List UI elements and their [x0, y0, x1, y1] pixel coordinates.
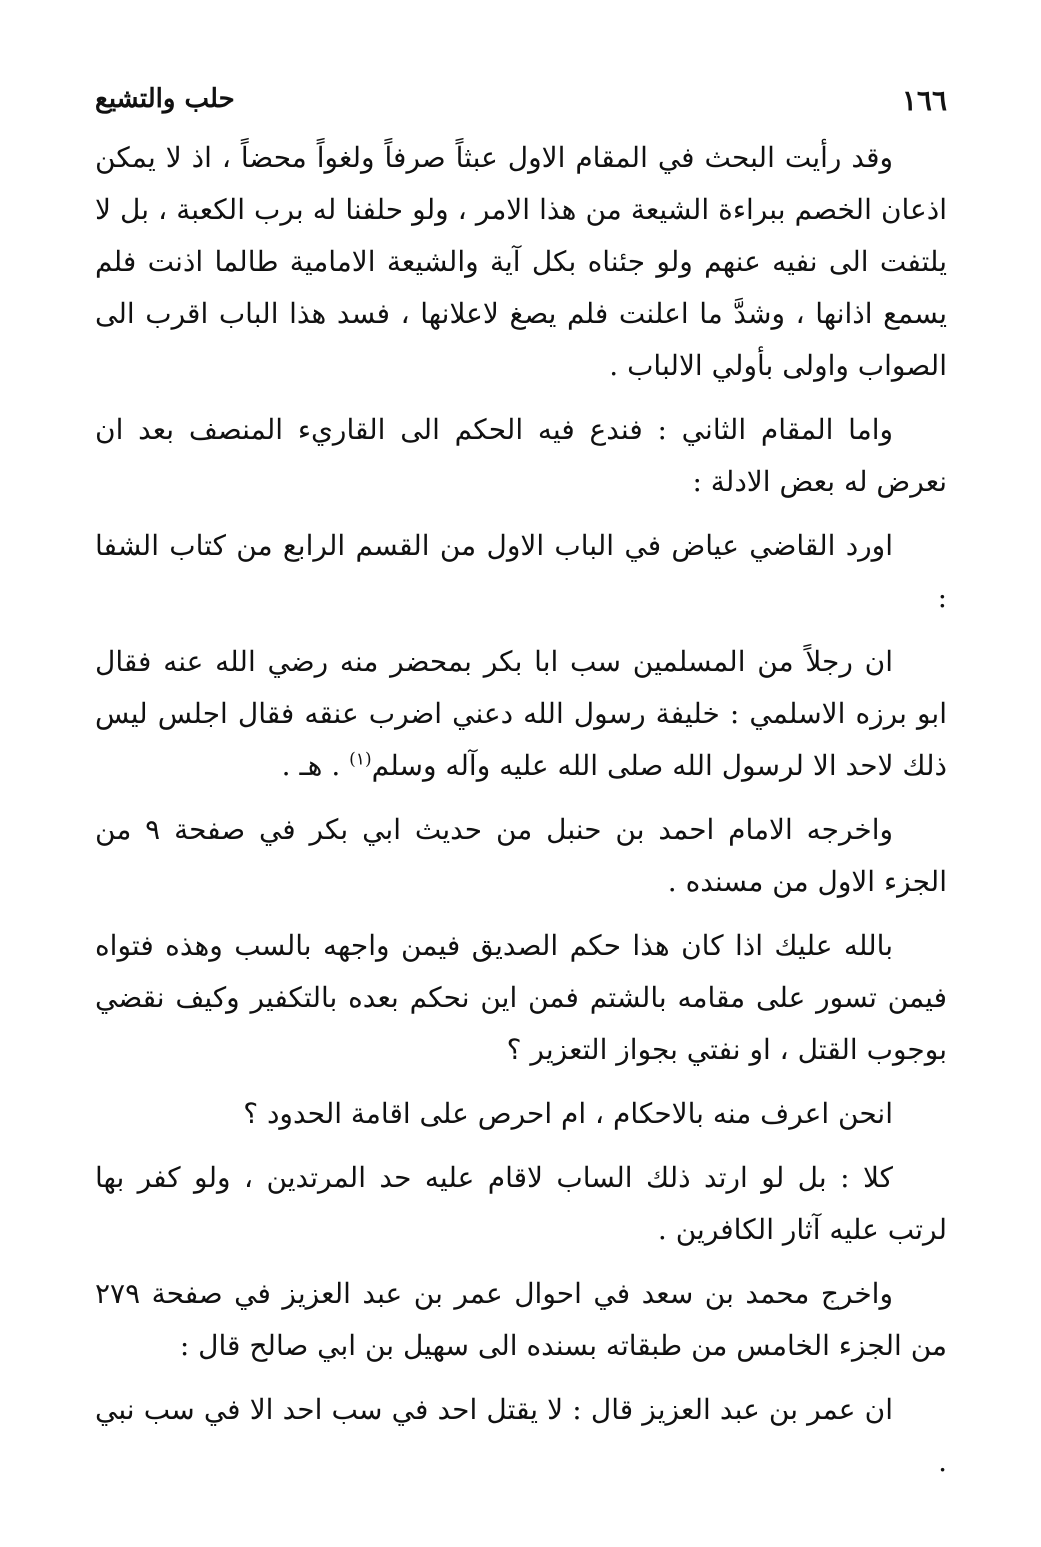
page-header — [95, 78, 947, 128]
paragraph-text: اورد القاضي عياض في الباب الاول من القسم الرابع من كتاب الشفا : — [95, 529, 947, 614]
paragraph — [95, 636, 947, 792]
paragraph-text: ان عمر بن عبد العزيز قال : لا يقتل احد في سب احد الا في سب نبي . — [95, 1393, 947, 1478]
paragraph — [95, 1152, 947, 1256]
paragraph — [95, 920, 947, 1076]
body-text — [95, 132, 947, 1488]
paragraph — [95, 804, 947, 908]
paragraph-text: وقد رأيت البحث في المقام الاول عبثاً صرفاً ولغواً محضاً ، اذ لا يمكن اذعان الخصم ببراءة الشيعة من هذا الامر ، ولو حلفنا له برب الكعبة ، بل لا يلتفت الى نفيه عنهم ولو جئناه بكل آية والشيعة الامامية طالما اذنت فلم يسمع اذانها ، وشدَّ ما اعلنت فلم يصغ لاعلانها ، فسد هذا الباب اقرب الى الصواب واولى بأولي الالباب . — [95, 141, 947, 382]
paragraph-text: بالله عليك اذا كان هذا حكم الصديق فيمن واجهه بالسب وهذه فتواه فيمن تسور على مقامه بالشتم فمن اين نحكم بعده بالتكفير وكيف نقضي بوجوب القتل ، او نفتي بجواز التعزير ؟ — [95, 929, 947, 1066]
paragraph — [95, 404, 947, 508]
paragraph — [95, 1088, 947, 1140]
running-title: حلب والتشيع — [95, 84, 235, 114]
paragraph-tail: . هـ . — [281, 749, 350, 782]
book-page — [95, 78, 947, 1500]
paragraph — [95, 1268, 947, 1372]
footnote-reference: (١) — [349, 749, 372, 770]
paragraph-text: واما المقام الثاني : فندع فيه الحكم الى القاريء المنصف بعد ان نعرض له بعض الادلة : — [95, 413, 947, 498]
paragraph-text: ان رجلاً من المسلمين سب ابا بكر بمحضر منه رضي الله عنه فقال ابو برزه الاسلمي : خليفة رسول الله دعني اضرب عنقه فقال اجلس ليس ذلك لاحد الا لرسول الله صلى الله عليه وآله وسلم — [95, 645, 947, 782]
paragraph-text: واخرجه الامام احمد بن حنبل من حديث ابي بكر في صفحة ٩ من الجزء الاول من مسنده . — [95, 813, 947, 898]
paragraph — [95, 520, 947, 624]
paragraph-text: كلا : بل لو ارتد ذلك الساب لاقام عليه حد المرتدين ، ولو كفر بها لرتب عليه آثار الكافرين . — [95, 1161, 947, 1246]
paragraph-text: انحن اعرف منه بالاحكام ، ام احرص على اقامة الحدود ؟ — [243, 1097, 893, 1130]
page-number: ١٦٦ — [901, 84, 947, 117]
paragraph — [95, 132, 947, 392]
paragraph-text: واخرج محمد بن سعد في احوال عمر بن عبد العزيز في صفحة ٢٧٩ من الجزء الخامس من طبقاته بسنده الى سهيل بن ابي صالح قال : — [95, 1277, 947, 1362]
paragraph — [95, 1384, 947, 1488]
